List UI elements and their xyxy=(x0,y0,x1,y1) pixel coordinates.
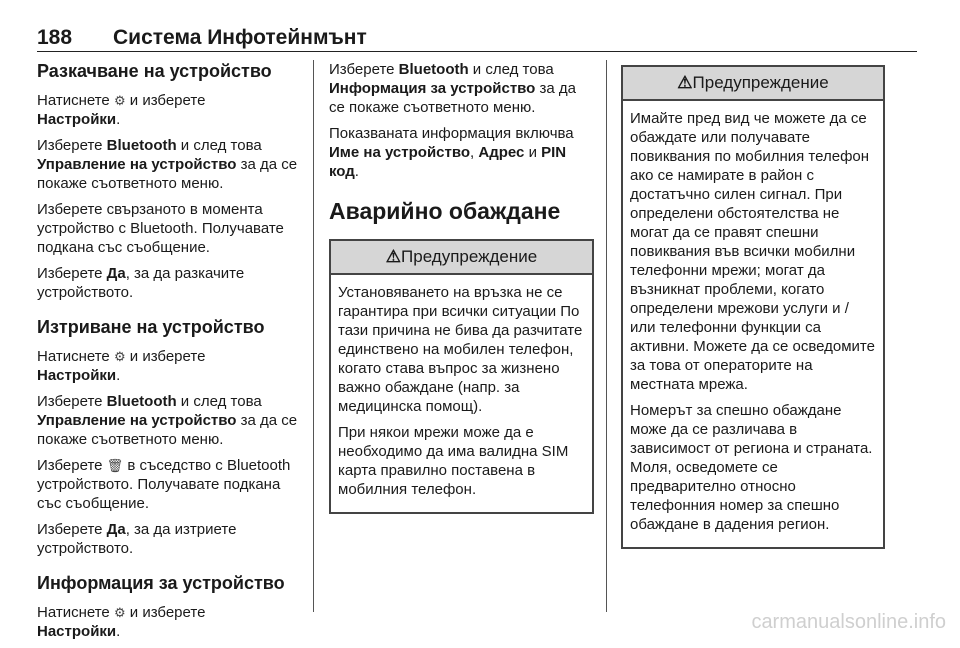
settings-icon: ⚙ xyxy=(113,349,126,364)
paragraph: Номерът за спешно обаждане може да се различава в зависимост от региона и страната. Моля, осведомете се предварително относно телефонния номер за спешно обаждане в дадения регион. xyxy=(630,402,873,533)
warning-icon: ⚠ xyxy=(385,247,402,266)
settings-icon: ⚙ xyxy=(113,93,126,108)
warning-icon: ⚠ xyxy=(677,73,693,92)
paragraph: Изберете Да, за да разкачите устройството. xyxy=(37,265,245,301)
section-heading-emergency: Аварийно обаждане xyxy=(329,198,561,224)
paragraph: При някои мрежи може да е необходимо да има валидна SIM карта правилно поставена в мобилния телефон. xyxy=(338,424,569,498)
paragraph: Изберете Bluetooth и след това Информация за устройство за да се покаже съответното меню. xyxy=(329,61,577,116)
paragraph: Изберете Да, за да изтриете устройството. xyxy=(37,521,237,557)
paragraph: Натиснете ⚙ и изберете Настройки. xyxy=(37,348,206,384)
warning-header xyxy=(331,241,592,275)
column-1 xyxy=(37,60,299,648)
warning-title: Предупреждение xyxy=(401,247,538,266)
paragraph: Натиснете ⚙ и изберете Настройки. xyxy=(37,92,206,128)
page-header xyxy=(37,10,917,50)
paragraph: Изберете свързаното в момента устройство с Bluetooth. Получавате подкана със съобщение. xyxy=(37,201,284,256)
warning-box xyxy=(621,65,885,549)
paragraph: Изберете Bluetooth и след това Управление на устройство за да се покаже съответното меню. xyxy=(37,137,298,192)
paragraph: Установяването на връзка не се гарантира при всички ситуации По тази причина не бива да разчитате единствено на мобилен телефон, когато става въпрос за жизнено важно обаждане (напр. за медицинска помощ). xyxy=(338,284,583,415)
paragraph: Имайте пред вид че можете да се обаждате или получавате повиквания по мобилния телефон ако се намирате в район с достатъчно силен сигнал. При определени обстоятелства не могат да се правят спешни повиквания във всички мобилни телефонни мрежи; могат да възникнат проблеми, когато определени мрежови услуги и / или телефонни функции са активни. Можете да се осведомите за това от операторите на местната мрежа. xyxy=(630,110,875,393)
section-heading-disconnect: Разкачване на устройство xyxy=(37,61,272,81)
chapter-title: Система Инфотейнмънт xyxy=(113,26,367,49)
warning-body xyxy=(331,275,592,512)
warning-header xyxy=(623,67,883,101)
header-rule xyxy=(37,51,917,52)
paragraph: Изберете Bluetooth и след това Управление на устройство за да се покаже съответното меню. xyxy=(37,393,298,448)
watermark: carmanualsonline.info xyxy=(751,611,946,633)
column-divider xyxy=(313,60,314,612)
section-heading-delete: Изтриване на устройство xyxy=(37,317,265,337)
warning-box xyxy=(329,239,594,514)
column-2 xyxy=(329,60,594,514)
section-heading-info: Информация за устройство xyxy=(37,573,285,593)
column-3 xyxy=(621,60,885,549)
paragraph: Натиснете ⚙ и изберете Настройки. xyxy=(37,604,206,640)
warning-body xyxy=(623,101,883,547)
paragraph: Показваната информация включва Име на устройство, Адрес и PIN код. xyxy=(329,125,574,180)
settings-icon: ⚙ xyxy=(113,605,126,620)
trash-icon: 🗑 xyxy=(106,458,124,473)
page-number: 188 xyxy=(37,26,73,49)
column-divider xyxy=(606,60,607,612)
paragraph: Изберете 🗑 в съседство с Bluetooth устройството. Получавате подкана със съобщение. xyxy=(37,457,291,512)
warning-title: Предупреждение xyxy=(692,73,829,92)
